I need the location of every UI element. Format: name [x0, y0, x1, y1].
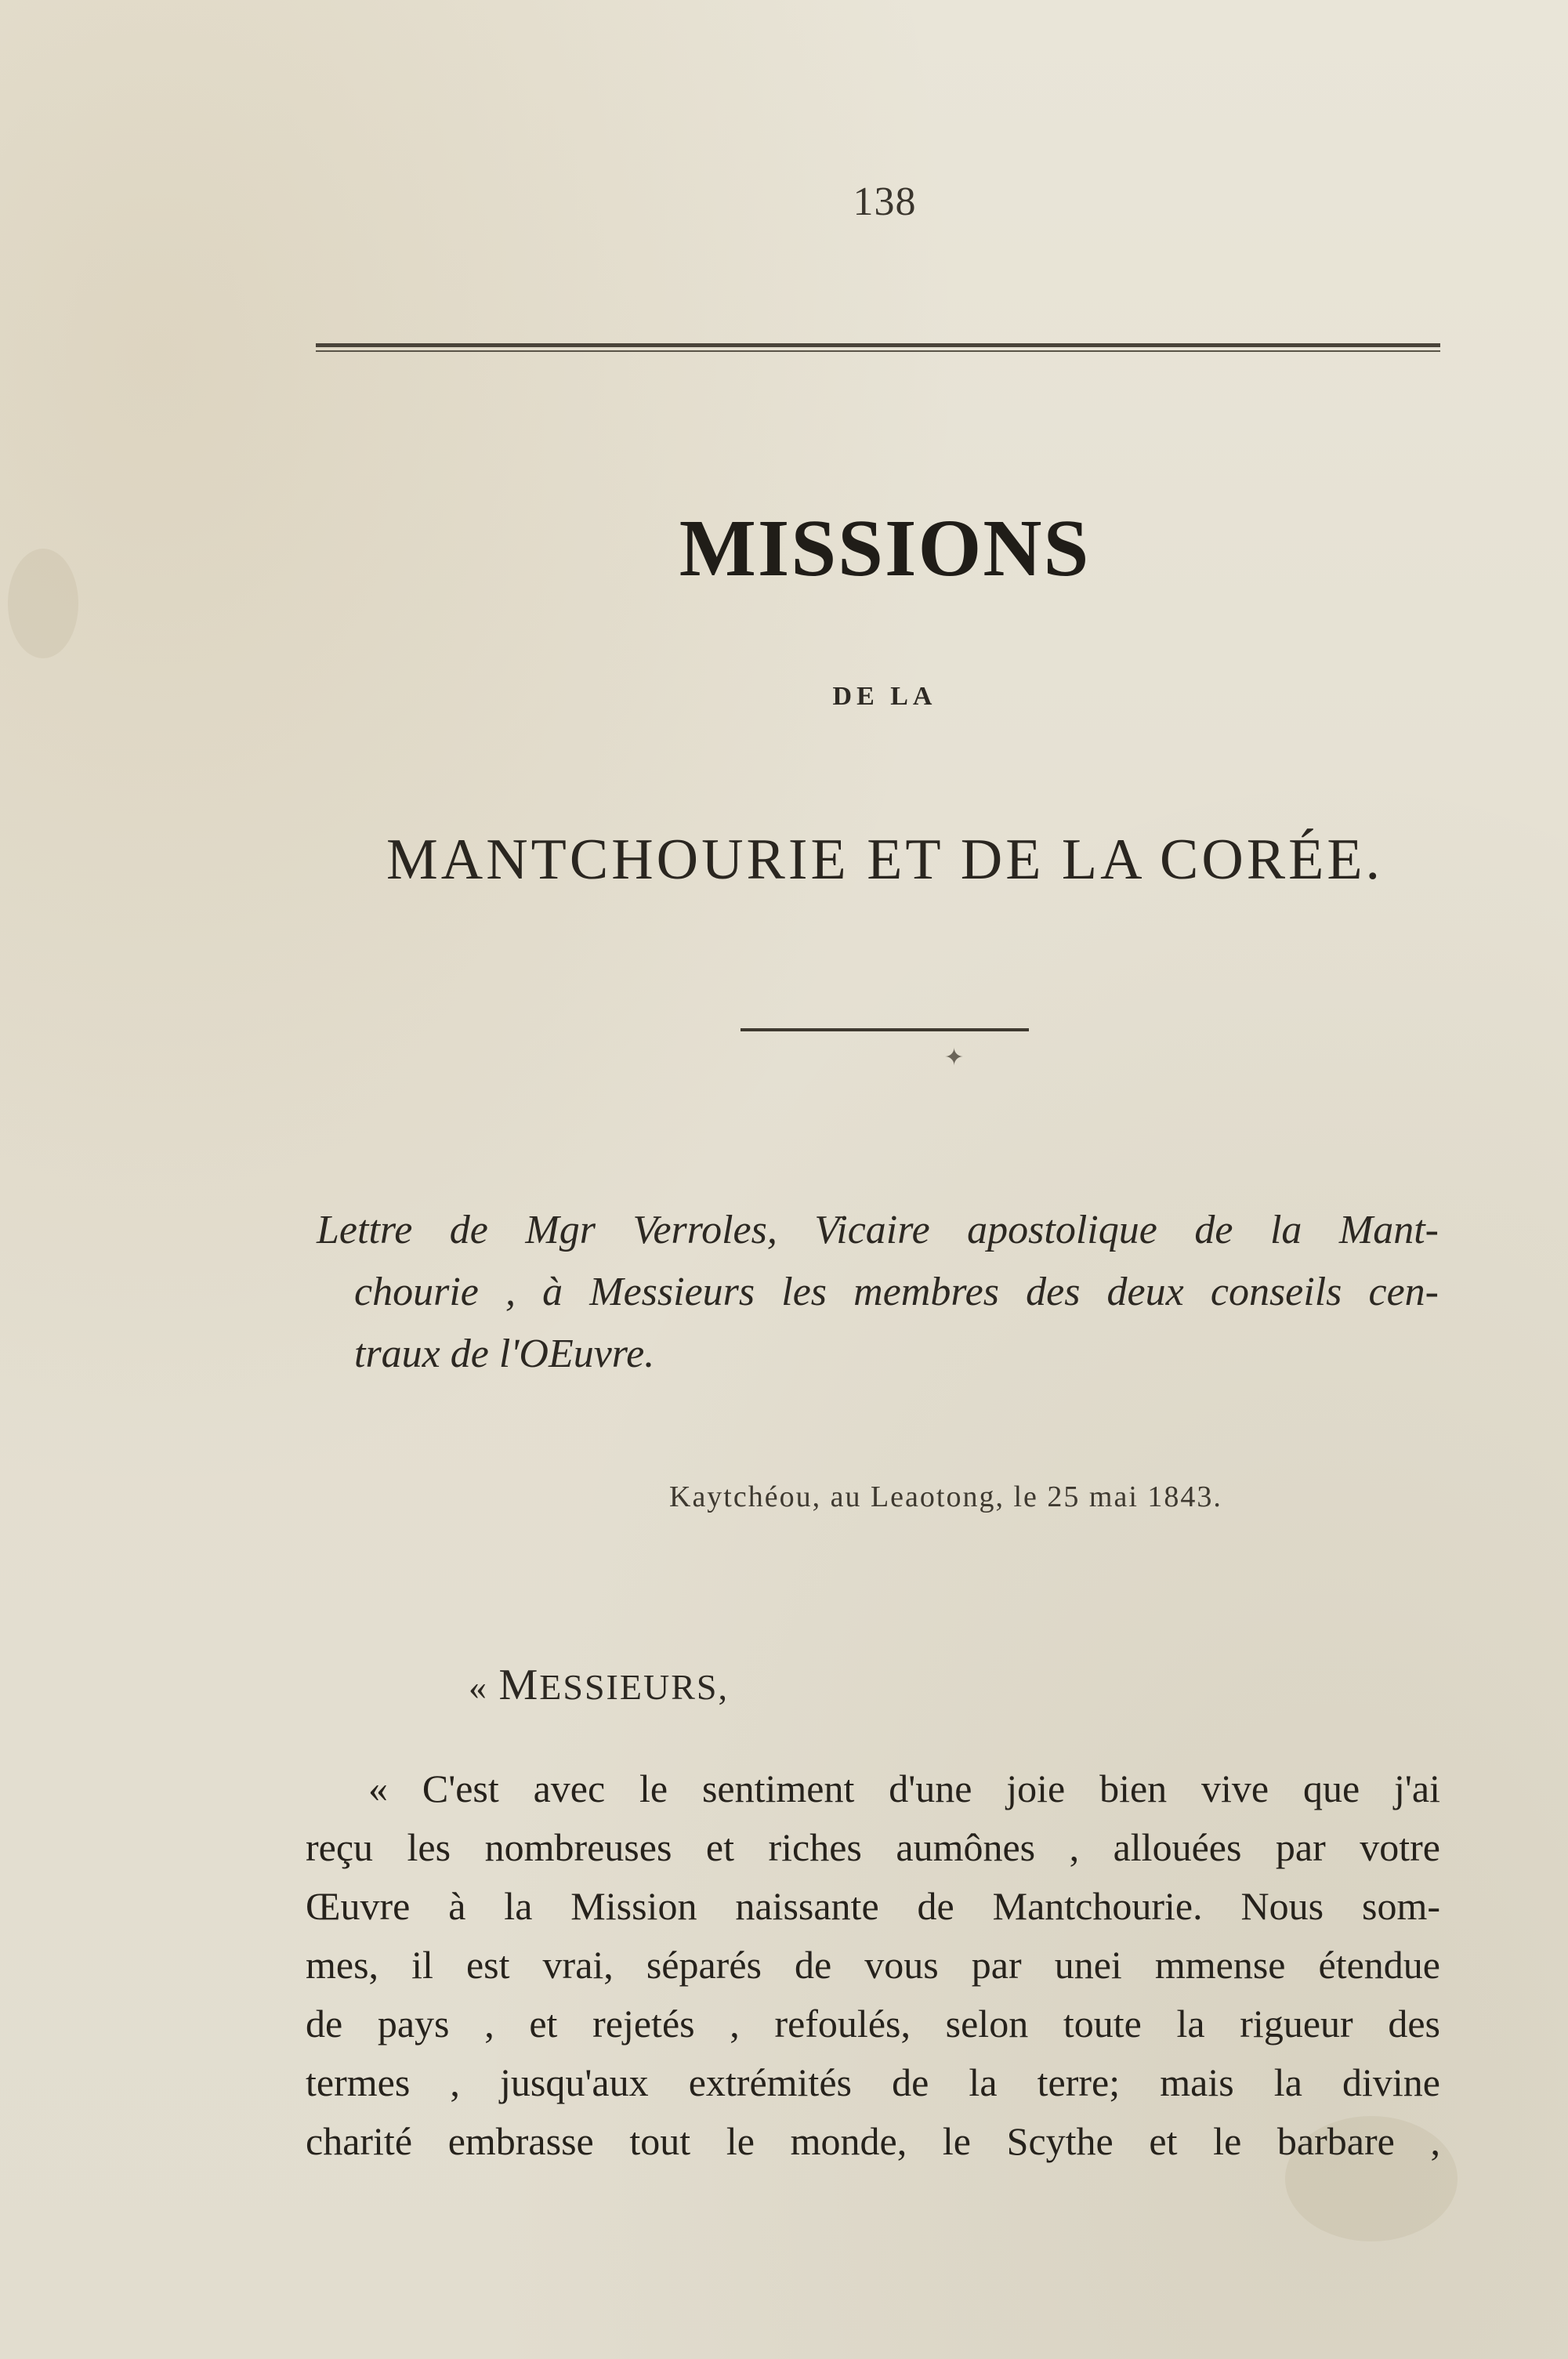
salutation-initial: M [498, 1661, 540, 1709]
letter-title-line: Lettre de Mgr Verroles, Vicaire apostolique de la Mant- [317, 1208, 1439, 1252]
body-line: de pays , et rejetés , refoulés, selon toute la rigueur des [306, 2002, 1440, 2046]
page-number: 138 [853, 179, 917, 224]
rule-thick-line [316, 343, 1440, 347]
letter-body [306, 1759, 1440, 2171]
opening-quote-mark: « [469, 1667, 488, 1707]
section-region-title: MANTCHOURIE ET DE LA CORÉE. [386, 828, 1384, 892]
letter-title [317, 1199, 1439, 1385]
letter-dateline: Kaytchéou, au Leaotong, le 25 mai 1843. [669, 1480, 1222, 1513]
letter-title-line: traux de l'OEuvre. [354, 1332, 655, 1376]
body-line: charité embrasse tout le monde, le Scythe et le barbare , [306, 2119, 1440, 2163]
fleuron-ornament-icon: ✦ [944, 1045, 965, 1071]
letter-title-line: chourie , à Messieurs les membres des deux conseils cen- [354, 1270, 1439, 1314]
body-line: « C'est avec le sentiment d'une joie bien vive que j'ai [368, 1767, 1440, 1810]
short-divider-rule [741, 1028, 1029, 1031]
section-title: MISSIONS [679, 503, 1091, 593]
body-line: mes, il est vrai, séparés de vous par unei mmense étendue [306, 1943, 1440, 1987]
section-subtitle: DE LA [832, 682, 937, 711]
body-line: Œuvre à la Mission naissante de Mantchourie. Nous som- [306, 1884, 1440, 1928]
salutation-rest: ESSIEURS, [539, 1667, 729, 1707]
body-line: reçu les nombreuses et riches aumônes , allouées par votre [306, 1825, 1440, 1869]
body-line: termes , jusqu'aux extrémités de la terre; mais la divine [306, 2060, 1440, 2104]
rule-thin-line [316, 350, 1440, 352]
header-double-rule [316, 343, 1440, 354]
letter-salutation [469, 1660, 729, 1710]
